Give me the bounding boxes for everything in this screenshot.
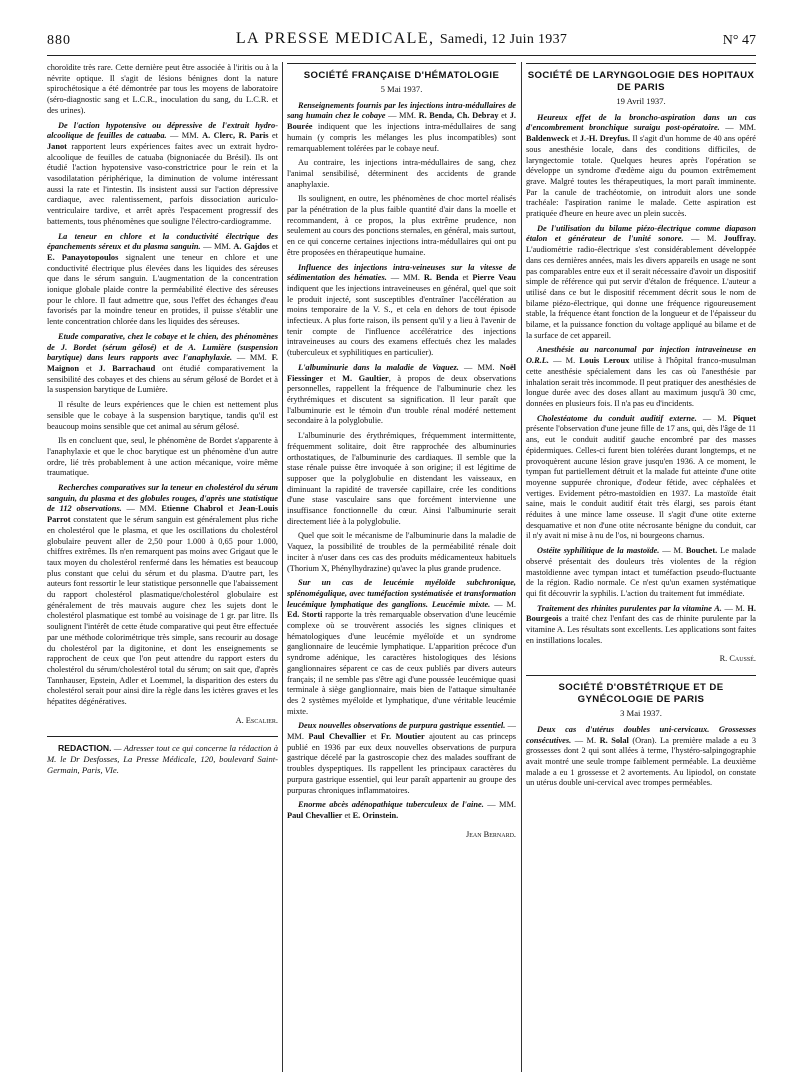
section-rule: [287, 63, 516, 64]
dash: — MM.: [386, 273, 424, 283]
paragraph: Ils soulignent, en outre, les phénomènes de choc mortel réalisés par la pénétration de la plus faible quantité d'air dans la moelle et recommandent, à ce propos, la plus extrême prudence, non seulement au cours des ponctions sternales, en général, mais surtout, en ce qui concerne certaines injections intra-médullaires qui ont pu être proposées en thérapeutique humaine.: [287, 194, 516, 257]
dash: — MM.: [458, 362, 500, 372]
article-abstract: [526, 224, 756, 342]
author-names: Baldenweck: [526, 134, 570, 144]
author-names: A. Gajdos: [233, 242, 270, 252]
abstract-text: ajoutent au cas princeps publié en 1936 par eux deux nouvelles observations de purpura gastrique décelé par la gastroscopie chez des malades souffrant de troubles dyspeptiques. Ils rappellent les principaux caractères du purpura gastrique essentiel, qui leur paraît appartenir au groupe des purpuras chroniques inflammatoires.: [287, 732, 516, 795]
dash: — MM.: [121, 504, 162, 514]
header-rule: [47, 55, 756, 56]
conjunction: et: [342, 811, 353, 820]
author-names: F. Maignon: [47, 353, 278, 373]
author-names: Jean-Louis Parrot: [47, 504, 278, 525]
section-rule: [47, 736, 278, 737]
session-date: 5 Mai 1937.: [380, 84, 423, 94]
paragraph: choroïdite très rare. Cette dernière peut être associée à l'iritis ou à la névrite optique. Il s'agit de lésions bénignes dont la nature spirochétosique a été démontrée par tous les moyens de laboratoire (séro-diagnostic sang et L.C.R., inoculation du sang, du L.C.R. et des urines).: [47, 63, 278, 115]
society-heading: SOCIÉTÉ DE LARYNGOLOGIE DES HOPITAUX DE PARIS: [527, 70, 755, 93]
article-abstract: [526, 113, 756, 220]
conjunction: et: [268, 131, 278, 141]
signature: R. Caussé.: [719, 654, 756, 664]
article-title: Enorme abcès adénopathique tuberculeux de l'aine.: [298, 800, 484, 810]
author-names: Jouffray.: [723, 234, 756, 244]
article-title: Ostéite syphilitique de la mastoïde.: [537, 546, 660, 556]
author-names: R. Solal: [599, 735, 629, 745]
conjunction: et: [222, 504, 239, 514]
article-abstract: [287, 721, 516, 796]
paragraph: Quel que soit le mécanisme de l'albuminurie dans la maladie de Vaquez, la possibilité de troubles de la perméabilité rénale doit inciter à n'user dans ces cas des produits médicamenteux habituels (Thorium X, Phénylhydrazine) qu'avec la plus grande prudence.: [287, 531, 516, 573]
article-abstract: [526, 345, 756, 409]
article-title: Recherches comparatives sur la teneur en cholestérol du sérum sanguin, du plasma et des globules rouges, d'après une statistique de 112 observations.: [47, 483, 278, 514]
dash: — M.: [696, 413, 733, 423]
abstract-text: a traité chez l'enfant des cas de rhinite purulente par la vitamine A. Les résultats sont excellents. Les applications sont faites en instillations locales.: [526, 614, 756, 645]
author-names: Ed. Storti: [287, 610, 323, 620]
article-title: Heureux effet de la broncho-aspiration dans un cas d'encombrement bronchique suraigu post-opératoire.: [526, 112, 756, 133]
dash: — MM.: [483, 800, 516, 810]
article-abstract: [47, 483, 278, 708]
conjunction: et: [269, 242, 278, 252]
article-title: De l'action hypotensive ou dépressive de l'extrait hydro-alcoolique de feuilles de catuaba.: [47, 120, 278, 141]
author-names: Etienne Chabrol: [161, 504, 223, 514]
abstract-text: Le malade observé présentait des douleurs très violentes de la région mastoïdienne avec tympan intact et tuméfaction pseudo-fluctuante de la région. Radio normale. Ce n'est qu'un examen systématique qui fit découvrir la syphilis. L'action du traitement fut immédiate.: [526, 546, 757, 598]
dash: — M.: [721, 603, 748, 613]
author-names: R. Benda: [423, 273, 459, 283]
abstract-text: L'audiométrie radio-électrique s'est considérablement développée dans ces dernières années, mais les divers appareils en usage ne sont pas comparables entre eux et il serait nécessaire d'avoir un dispositif simple de référence qui put servir d'étalon de fréquence. L'auteur a utilisé dans ce but le dispositif récemment décrit sous le nom de bilame piézo-électrique, qui donne une fréquence rigoureusement stable, la fréquence étant fonction de la longueur et de l'épaisseur du bilame, et la puissance fonction du voltage appliqué au bilame et de la surface de cet appareil.: [526, 245, 756, 340]
dash: — MM.: [166, 131, 203, 141]
author-names: J.-H. Dreyfus.: [579, 134, 630, 144]
author-names: Pierre Veau: [472, 273, 517, 283]
article-title: Traitement des rhinites purulentes par la vitamine A.: [537, 603, 722, 613]
dash: — M.: [490, 599, 516, 609]
abstract-text: constatent que le sérum sanguin est généralement plus riche en cholestérol que le plasma, et que les oscillations du cholestérol globulaire peuvent aller de 2,50 pour 1.000 à 0,65 pour 1.000, chiffres extrêmes. Ils n'en remarquent pas moins avec Grigaut que le taux moyen du cholestérol renfermé dans les hématies est beaucoup plus constant que celui du sérum et du plasma. D'autre part, les auteurs font ressortir le leur statistique personnelle que l'abaissement du rapport cholestérol plasmatique/cholestérol globulaire est généralement de très mauvais augure chez les sujets dont le cholestérol plasmatique est tombé au voisinage de 1 gr. par litre. Ils soulignent l'intérêt de cette étude comparative qui peut être effectuée par une méthode colorimétrique très simple, sans recourir au dosage du cholestérol par la digitonine, et dont les enseignements se rapprochent de ceux que l'on peut attendre du rapport esters du cholestérol du sérum/cholestérol total du sérum; on sait que, d'après Tannhauser, Epstein, Adler et Loemmel, la disparition des esters du cholestérol serait pour ainsi dire la règle dans les ictères graves et les hépatites dégénératives.: [47, 515, 278, 707]
dash: — MM.: [200, 242, 234, 252]
author-names: H. Bourgeois: [526, 603, 756, 624]
article-title: Anesthésie au narconumal par injection intraveineuse en O.R.L.: [526, 345, 756, 366]
author-names: Noël Fiessinger: [287, 362, 516, 383]
masthead: [47, 30, 756, 56]
section-rule: [526, 675, 756, 676]
page-number: 880: [47, 33, 71, 48]
abstract-text: présente l'observation d'une jeune fille de 17 ans, qui, dès l'âge de 11 ans, eut le conduit auditif gauche encombré par des masses épidermiques. Celles-ci furent bien tolérées durant longtemps, et ne provoquèrent aucune lésion grave jusqu'en 1936. A ce moment, le tympan fut partiellement détruit et la malade fut atteinte d'une otite moyenne suppurée chronique, d'odeur fétide, avec céphalées et vertiges. Evidement pétro-mastoïdien en 1937. La mastoïde était saine, mais le conduit auditif était très élargi, ses parois étant réduites à une mince lame osseuse. Il s'agit d'une otite externe desquamative et non d'une otite nécrosante bénigne du conduit, car il n'y avait ni mise à nu de l'os, ni bourgeons charnus.: [526, 424, 756, 541]
author-names: Paul Chevallier: [308, 732, 367, 742]
dash: — MM.: [719, 123, 756, 133]
article-title: Renseignements fournis par les injections intra-médullaires de sang humain chez le cobaye: [287, 100, 516, 121]
dash: — MM.: [385, 111, 419, 121]
dash: — M.: [683, 234, 724, 244]
abstract-text: signalent une teneur en chlore et une conductivité électrique plus élevées dans les liquides des séreuses que dans le sérum sanguin. L'augmentation de la concentration ionique globale plaide contre la perméabilité élective des séreuses pour le chlore. Il faut admettre que, sous l'effet des échanges d'eau favorisés par la moindre teneur en protides, il puisse s'établir une lente concentration chlorée dans les liquides des séreuses.: [47, 252, 278, 327]
conjunction: et: [569, 134, 580, 144]
article-abstract: [47, 232, 278, 328]
section-rule: [526, 63, 756, 64]
article-abstract: [526, 725, 756, 789]
author-names: Louis Leroux: [579, 356, 630, 366]
author-names: Piquet: [732, 413, 757, 423]
article-abstract: [526, 546, 756, 600]
journal-title-line: [47, 30, 756, 48]
article-title: Deux nouvelles observations de purpura gastrique essentiel.: [298, 721, 506, 731]
conjunction: et: [79, 363, 99, 373]
journal-title: LA PRESSE MEDICALE,: [235, 30, 435, 47]
article-abstract: [287, 363, 516, 427]
session-date: 3 Mai 1937.: [620, 708, 662, 719]
dash: — M.: [659, 546, 686, 556]
signature: Jean Bernard.: [466, 829, 516, 839]
author-names: R. Benda, Ch. Debray: [418, 111, 499, 121]
abstract-text: , à propos de deux observations personnelles, rappellent la fréquence de l'albuminurie chez les érythrémiques et discutent sa signification. Il leur paraît que l'albuminurie est le témoin d'un trouble rénal modéré nettement secondaire à la polyglobulie.: [287, 373, 517, 426]
abstract-text: rapportent leurs expériences faites avec un extrait hydro-alcoolique de feuilles de catuaba (bignoniacée du Brésil). Ils ont étudié l'action hypotensive vaso-constrictrice pour le rein et la vasodilatation périphérique, la diminution de volume intéressant aussi la rate et l'intestin. Ils insistent aussi sur l'action dépressive cardiaque, avec ralentissement, parfois dissociation auriculo-ventriculaire tardive, et arrêt après l'espacement progressif des battements, tous phénomènes que souligne l'électro-cardiogramme.: [47, 141, 278, 226]
author-names: E. Orinstein.: [352, 811, 399, 820]
column-divider: [282, 62, 283, 1072]
session-date: 19 Avril 1937.: [616, 96, 666, 106]
conjunction: et: [458, 273, 473, 283]
dash: — MM.: [287, 721, 516, 742]
society-heading: SOCIÉTÉ D'OBSTÉTRIQUE ET DE GYNÉCOLOGIE DE PARIS: [558, 682, 724, 706]
author-names: Bouchet.: [685, 546, 718, 556]
article-abstract: [287, 578, 516, 717]
conjunction: et: [366, 732, 381, 742]
column-2: [287, 63, 516, 850]
article-abstract: [526, 414, 756, 542]
abstract-text: Il s'agit d'un homme de 40 ans opéré sous anesthésie locale, dans des conditions difficiles, de laryngectomie totale. Quelques heures après l'opération se développe un syndrome d'œdème aigu du poumon extrêmement grave. Malgré toutes les thérapeutiques, la mort paraît imminente. Par la canule de trachéotomie, on introduit alors une sonde trachéale: l'aspiration ranime le malade. Cette aspiration est pratiquée d'heure en heure avec un plein succès.: [526, 134, 756, 219]
dash: — M.: [548, 356, 580, 366]
author-names: A. Clerc, R. Paris: [202, 131, 269, 141]
column-3: [526, 63, 756, 793]
conjunction: et: [498, 111, 510, 121]
article-title: Influence des injections intra-veineuses sur la vitesse de sédimentation des hématies.: [287, 262, 516, 283]
abstract-text: indiquent que les injections intra-médullaires de sang humain (y compris les mélanges les plus incompatibles) sont remarquablement tolérées par le cobaye neuf.: [287, 122, 516, 153]
article-abstract: [287, 101, 516, 155]
column-divider: [521, 62, 522, 1072]
paragraph: Ils en concluent que, seul, le phénomène de Bordet s'apparente à l'anaphylaxie et que le choc barytique est un phénomène d'un autre ordre, lié très probablement à une action mécanique, voire même traumatique.: [47, 436, 278, 478]
article-abstract: [47, 121, 278, 228]
article-title: La teneur en chlore et la conductivité électrique des épanchements séreux et du plasma sanguin.: [47, 231, 278, 252]
abstract-text: indiquent que les injections intraveineuses en général, quel que soit le produit injecté, sont susceptibles d'entraîner l'accélération au moins temporaire de la V. S., et cela en dehors de tout épisode infectieux. A plus forte raison, ils pensent qu'il y a lieu à l'avenir de tenir compte de l'influence accélératrice des injections intraveineuses au cours des examens effectués chez les malades (tuberculeux et syphilitiques en particulier).: [287, 283, 516, 358]
author-names: Fr. Moutier: [380, 732, 425, 742]
dash: — MM.: [232, 353, 272, 363]
author-names: Janot: [47, 141, 67, 151]
paragraph: L'albuminurie des érythrémiques, fréquemment intermittente, fréquemment solitaire, doit être rapprochée des albuminuries orthostatiques, de l'albuminurie des cardiaques. Il semble que la stase rénale puisse être invoquée à son origine; il est légitime de supposer que la polyglobulie en distendant les vaisseaux, en diminuant la rapidité de traversée capillaire, crée les conditions d'une stase vasculaire sans que forcément intervienne une insuffisance fonctionnelle du cœur. Ainsi l'albuminurie serait directement liée à la polyglobulie.: [287, 431, 516, 526]
issue-number: N° 47: [722, 33, 756, 48]
abstract-text: (Oran). La première malade a eu 3 grossesses dont 2 qui sont allées à terme, l'hystéro-salpingographie avait montré une seule trompe faiblement perméable. La deuxième malade a eu 1 grossesse et 2 avortements. Au lipiodol, on constate un utérus double uni-cervical avec trompes perméables.: [526, 735, 757, 788]
article-abstract: [47, 332, 278, 396]
society-heading: SOCIÉTÉ FRANÇAISE D'HÉMATOLOGIE: [303, 70, 500, 81]
article-title: Deux cas d'utérus doubles uni-cervicaux. Grossesses consécutives.: [526, 724, 756, 745]
redaction-notice: [47, 743, 278, 776]
abstract-text: rapporte la très remarquable observation d'une leucémie complexe où se trouvèrent associés les signes cliniques et hématologiques d'une leucémie myéloïde et un syndrome ganglionnaire de leucémie lymphatique. L'apparition précoce d'un syndrome adénique, les caractères histologiques des lésions ganglionnaires séparent ce cas de ceux publiés par divers auteurs français; il ne semble pas s'être agi d'une poussée leucémique quasi terminale à siège ganglionnaire, mais bien de l'attaque simultanée des 2 systèmes myéloïde et lymphatique, d'une véritable leucémie mixte.: [287, 610, 516, 716]
column-1: [47, 63, 278, 780]
article-abstract: [287, 263, 516, 359]
article-title: L'albuminurie dans la maladie de Vaquez.: [298, 362, 459, 372]
author-names: J. Barrachaud: [98, 363, 156, 373]
redaction-text: — Adresser tout ce qui concerne la rédaction à M. le Dr Desfosses, La Presse Médicale, 120, boulevard Saint-Germain, Paris, VIe.: [47, 743, 278, 776]
article-abstract: [526, 604, 756, 647]
paragraph: Il résulte de leurs expériences que le chien est nettement plus sensible que le cobaye à la suspension barytique, tandis qu'il est beaucoup moins sensible que cet animal au sérum gélosé.: [47, 400, 278, 431]
signature: A. Escalier.: [235, 715, 278, 725]
article-title: Etude comparative, chez le cobaye et le chien, des phénomènes de J. Bordet (sérum gélosé) et de A. Lumière (suspension barytique) dans leurs rapports avec l'anaphylaxie.: [47, 331, 278, 363]
dash: — M.: [571, 735, 600, 745]
author-names: M. Gaultier: [342, 373, 389, 383]
abstract-text: utilise à l'hôpital franco-musulman cette anesthésie spécialement dans les cas où l'anesthésie par inhalation serait très incommode. Il peut pratiquer des anesthésies de longue durée avec des doses allant au maximum jusqu'à 30 cmc, données en plusieurs fois. Il n'a pas eu d'incidents.: [526, 356, 756, 408]
author-names: Paul Chevallier: [287, 811, 343, 820]
redaction-label: REDACTION.: [58, 743, 112, 754]
paragraph: Au contraire, les injections intra-médullaires de sang, chez l'animal sensibilisé, déterminent des accidents de grande anaphylaxie.: [287, 158, 516, 189]
author-names: J. Bourée: [287, 111, 516, 132]
article-title: De l'utilisation du bilame piézo-électrique comme diapason étalon et générateur de l'unité sonore.: [526, 223, 756, 244]
article-abstract: [287, 800, 516, 821]
author-names: E. Panayotopoulos: [47, 252, 119, 262]
issue-date: Samedi, 12 Juin 1937: [439, 32, 568, 47]
abstract-text: ont étudié comparativement la sensibilité des cobayes et des chiens au sérum gélosé de Bordet et à la suspension barytique de Lumière.: [47, 363, 278, 395]
article-title: Sur un cas de leucémie myéloïde subchronique, splénomégalique, avec tuméfaction systématisée et transformation leucémique lymphatique des ganglions. Leucémie mixte.: [287, 578, 516, 609]
conjunction: et: [323, 373, 343, 383]
article-title: Cholestéatome du conduit auditif externe.: [537, 413, 697, 423]
